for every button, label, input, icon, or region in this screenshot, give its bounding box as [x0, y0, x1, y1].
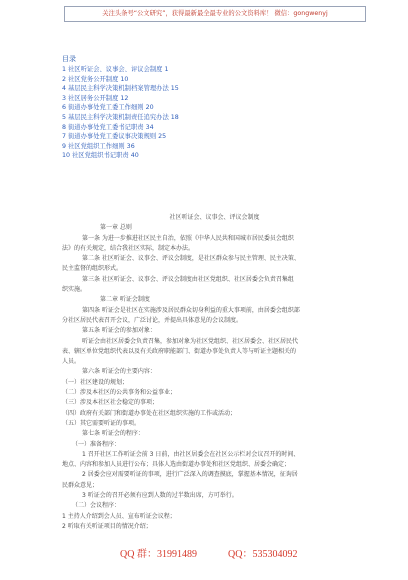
body-line: 3 听证会的召开必须有应到人数的过半数出席，方可举行。: [82, 492, 238, 500]
body-line: 第五条 听证会的参加对象：: [82, 327, 156, 335]
body-line: 分社区居民代表召开会议，广泛讨论，并提出具体意见的会议制度。: [62, 316, 243, 324]
body-line: 人员。: [62, 358, 81, 366]
qq-group-number: QQ 群：31991489: [120, 549, 197, 560]
body-line: 2 居委会应对需要听证的事项，进行广泛深入的调查摸底，掌握基本情况，征询居: [82, 471, 298, 479]
body-line: 地点、内容和参加人员进行公布；具体人选由街道办事处和社区党组织、居委会确定；: [62, 461, 291, 469]
body-line: 表、辖区单位党组织代表以及有关政府职能部门、街道办事处负责人等与听证主题相关的: [62, 347, 297, 355]
qq-number: QQ：535304092: [228, 549, 298, 560]
toc-item[interactable]: 8 街道办事处党工委书记职责 34: [62, 123, 154, 131]
list-item: （三）涉及本社区社会稳定的事项；: [62, 399, 159, 407]
body-line: 1 召开社区工作听证会前 3 日前，由社区居委会在社区公示栏对会议召开的时间、: [82, 450, 300, 458]
body-line: 第七条 听证会的程序：: [82, 430, 144, 438]
toc-item[interactable]: 9 社区党组织工作细则 36: [62, 142, 135, 150]
table-of-contents: [62, 54, 362, 161]
list-item: （一）准备程序：: [72, 440, 121, 448]
body-line: 听证会由社区居委会负责召集，参加对象为社区党组织、社区居委会、社区居民代: [82, 337, 299, 345]
body-line: 第二条 社区听证会、议事会、评议会制度，是社区群众参与民主管理、民主决策、: [82, 255, 300, 263]
contact-footer: [0, 545, 408, 561]
body-line: 第六条 听证会的主要内容：: [82, 368, 156, 376]
chapter-heading: 第二章 听证会制度: [100, 296, 150, 304]
toc-item[interactable]: 6 街道办事处党工委工作细则 20: [62, 104, 154, 112]
promo-banner: 关注头条号“公文研究”，获得最新最全最专业的公文资料库！ 微信：gongwenyj: [64, 6, 366, 22]
body-line: 法》的有关规定，结合我社区实际，制定本办法。: [62, 244, 195, 252]
document-body: [62, 213, 367, 532]
list-item: 2 听取有关听证项目的情况介绍；: [62, 522, 152, 530]
body-line: 第一条 为进一步推进社区民主自治，依照《中华人民共和国城市居民委员会组织: [82, 234, 294, 242]
body-line: 民主监督的组织形式。: [62, 265, 123, 273]
list-item: （二）涉及本社区的公共事务和公益事业；: [62, 389, 177, 397]
list-item: 1 主持人介绍到会人员、宣布听证会议程；: [62, 512, 176, 520]
body-line: 第四条 听证会是社区在实施涉及居民群众切身利益的重大事项前，由居委会组织部: [82, 306, 300, 314]
toc-title: 目录: [62, 55, 76, 63]
toc-item[interactable]: 3 社区居务公开制度 12: [62, 94, 129, 102]
toc-item[interactable]: 1 社区听证会、议事会、评议会制度 1: [62, 66, 169, 73]
toc-item[interactable]: 4 基层民主科学决策机制档案管理办法 15: [62, 85, 179, 93]
chapter-heading: 第一章 总则: [100, 224, 132, 232]
list-item: （二）会议程序：: [72, 502, 121, 510]
toc-item[interactable]: 10 社区党组织书记职责 40: [62, 152, 139, 160]
list-item: （四）政府有关部门和街道办事处在社区组织实施的工作或活动；: [62, 409, 237, 417]
list-item: （五）其它需要听证的事项。: [62, 419, 141, 427]
toc-item[interactable]: 5 基层民主科学决策机制责任追究办法 18: [62, 113, 179, 121]
toc-item[interactable]: 2 社区党务公开制度 10: [62, 75, 129, 83]
list-item: （一）社区建设的规划；: [62, 378, 129, 386]
toc-item[interactable]: 7 街道办事处党工委议事决策规则 25: [62, 133, 167, 141]
body-line: 织实施。: [62, 286, 87, 294]
body-line: 第三条 社区听证会、议事会、评议会制度由社区党组织、社区居委会负责召集组: [82, 275, 294, 283]
body-line: 民群众意见；: [62, 481, 99, 489]
document-title: 社区听证会、议事会、评议会制度: [169, 214, 260, 221]
